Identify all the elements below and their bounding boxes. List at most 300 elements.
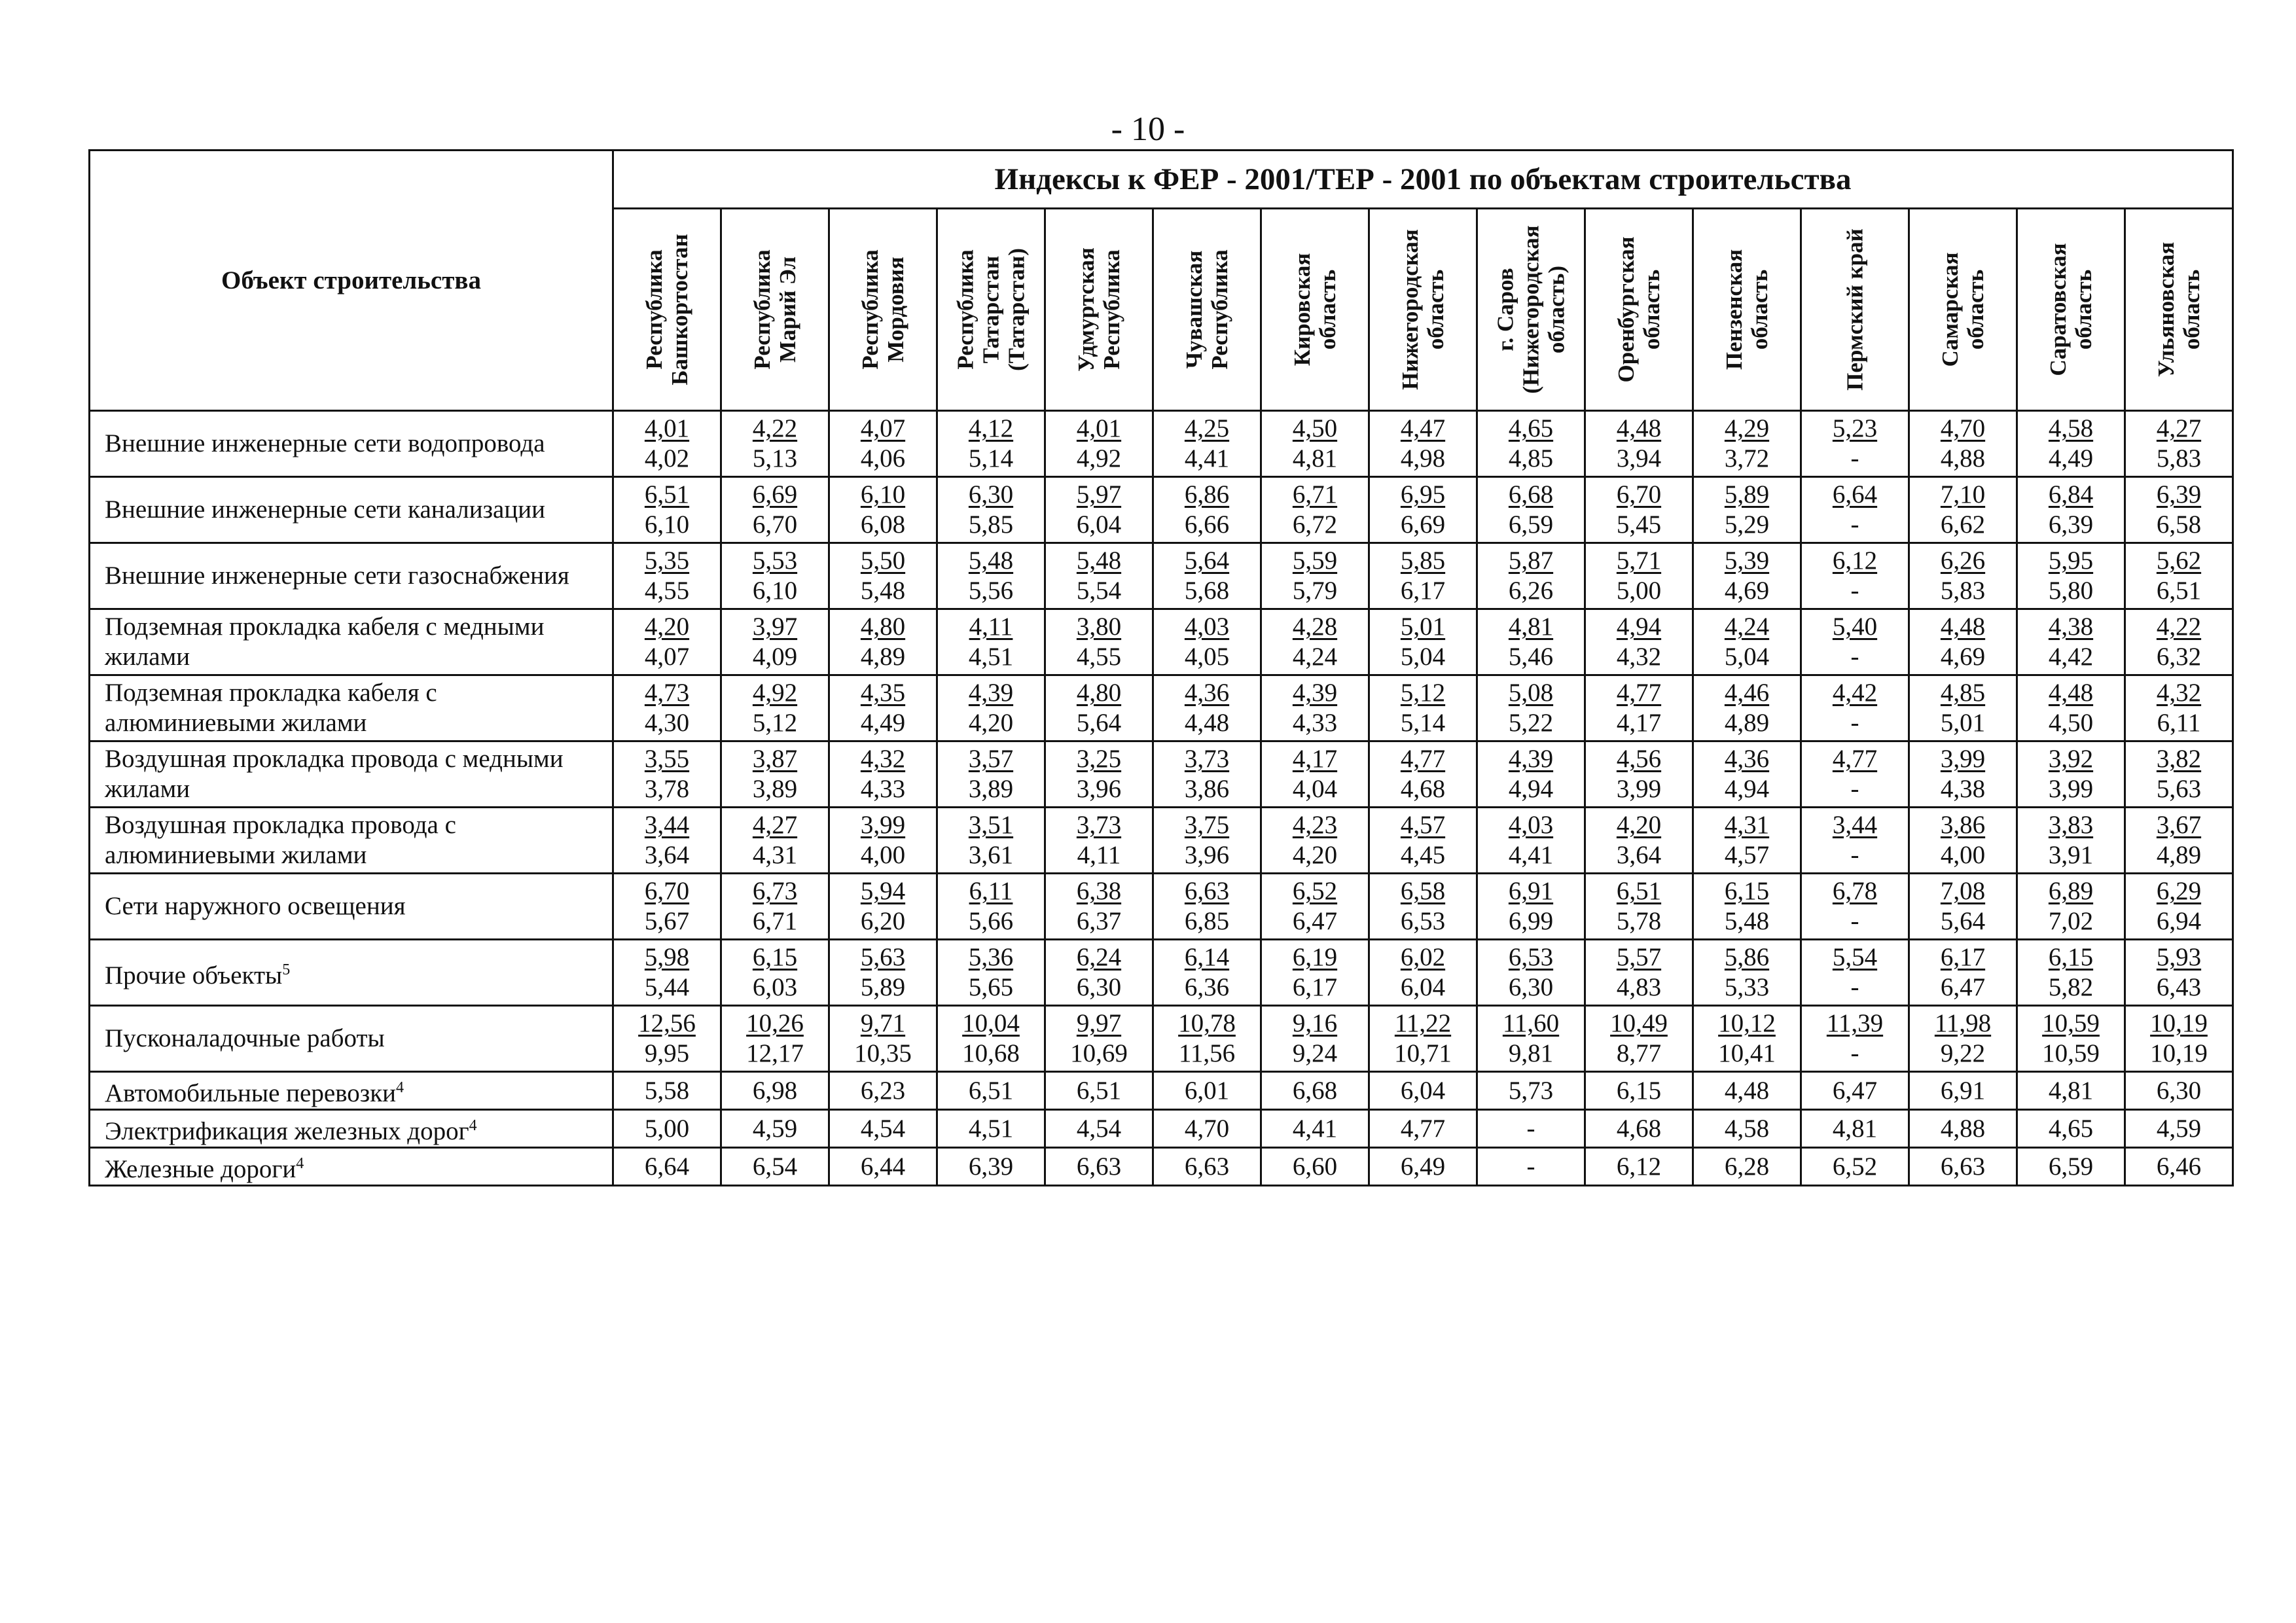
index-value-fer: 6,63 <box>1184 877 1230 905</box>
index-cell <box>1477 940 1585 1006</box>
index-cell: 6,64 <box>613 1148 721 1186</box>
index-value-ter: 6,58 <box>2156 510 2202 539</box>
index-cell: 4,88 <box>1909 1110 2017 1148</box>
table-row <box>90 808 2233 874</box>
index-cell: 5,58 <box>613 1072 721 1110</box>
index-value-fer: 6,53 <box>1508 943 1554 971</box>
index-value-fer: 4,20 <box>644 613 690 641</box>
region-header-label: Нижегородская область <box>1397 229 1448 390</box>
index-value-fer: 3,92 <box>2048 745 2094 773</box>
row-label <box>90 1110 613 1148</box>
index-cell <box>1153 940 1261 1006</box>
index-value-fer: 4,32 <box>860 745 906 773</box>
index-value-ter: 9,22 <box>1940 1039 1986 1067</box>
index-value-fer: 5,40 <box>1832 613 1878 641</box>
index-cell: 4,77 <box>1369 1110 1477 1148</box>
index-cell <box>1369 411 1477 477</box>
index-cell <box>721 940 829 1006</box>
index-value-fer: 6,26 <box>1940 546 1986 575</box>
index-value-ter: 3,96 <box>1184 841 1230 869</box>
index-cell <box>1153 741 1261 808</box>
row-label-text: Внешние инженерные сети газоснабжения <box>105 562 569 590</box>
index-value-fer: 5,71 <box>1616 546 1662 575</box>
index-value-ter: 6,17 <box>1400 577 1446 605</box>
index-value-ter: 10,41 <box>1718 1039 1776 1067</box>
index-value-fer: 5,12 <box>1400 679 1446 707</box>
index-value-ter: - <box>1850 841 1859 869</box>
region-header <box>1585 209 1693 411</box>
index-value-fer: 4,29 <box>1724 414 1770 442</box>
index-cell: 4,58 <box>1693 1110 1801 1148</box>
index-value-ter: 6,94 <box>2156 907 2202 935</box>
index-value-ter: 10,68 <box>962 1039 1020 1067</box>
index-cell <box>1909 411 2017 477</box>
index-cell <box>829 543 937 609</box>
index-value-ter: 4,85 <box>1508 444 1554 473</box>
index-cell <box>1477 543 1585 609</box>
index-cell: 4,68 <box>1585 1110 1693 1148</box>
index-cell: 6,51 <box>1045 1072 1153 1110</box>
index-value-ter: 10,35 <box>854 1039 912 1067</box>
index-cell <box>1045 874 1153 940</box>
index-value-fer: 4,77 <box>1400 745 1446 773</box>
index-value-fer: 10,49 <box>1610 1009 1668 1037</box>
index-cell <box>1045 940 1153 1006</box>
index-cell <box>2017 874 2125 940</box>
index-value-ter: - <box>1850 1039 1859 1067</box>
index-cell: 6,59 <box>2017 1148 2125 1186</box>
index-value-ter: 4,41 <box>1508 841 1554 869</box>
index-cell: 6,63 <box>1909 1148 2017 1186</box>
index-cell <box>829 808 937 874</box>
region-header-label: Ульяновская область <box>2153 241 2204 378</box>
index-value-fer: 5,94 <box>860 877 906 905</box>
index-value-ter: 10,19 <box>2150 1039 2208 1067</box>
index-value-ter: 6,66 <box>1184 510 1230 539</box>
index-value-fer: 4,77 <box>1832 745 1878 773</box>
index-value-fer: 4,80 <box>1076 679 1122 707</box>
index-value-ter: 4,20 <box>968 709 1014 737</box>
index-cell <box>1909 477 2017 543</box>
index-value-ter: 3,91 <box>2048 841 2094 869</box>
index-value-ter: 5,14 <box>968 444 1014 473</box>
index-value-fer: 3,44 <box>1832 811 1878 839</box>
index-cell <box>1477 609 1585 675</box>
index-value-fer: 5,85 <box>1400 546 1446 575</box>
index-value-fer: 4,22 <box>2156 613 2202 641</box>
row-label-text: Пусконаладочные работы <box>105 1024 385 1052</box>
index-cell <box>1585 411 1693 477</box>
index-cell: 6,30 <box>2125 1072 2233 1110</box>
index-cell <box>1801 1006 1909 1072</box>
index-cell <box>1369 477 1477 543</box>
index-cell <box>721 477 829 543</box>
index-value-ter: 5,83 <box>1940 577 1986 605</box>
index-value-ter: 4,48 <box>1184 709 1230 737</box>
index-value-ter: 5,45 <box>1616 510 1662 539</box>
index-value-ter: 5,63 <box>2156 775 2202 803</box>
index-cell <box>1693 1006 1801 1072</box>
index-value-ter: 4,88 <box>1940 444 1986 473</box>
index-value-fer: 4,24 <box>1724 613 1770 641</box>
index-cell <box>613 940 721 1006</box>
index-cell: 6,63 <box>1153 1148 1261 1186</box>
index-cell <box>1045 1006 1153 1072</box>
index-value-fer: 3,73 <box>1076 811 1122 839</box>
index-cell: 6,28 <box>1693 1148 1801 1186</box>
index-value-ter: 4,69 <box>1724 577 1770 605</box>
index-value-ter: 3,89 <box>752 775 798 803</box>
index-cell <box>2017 411 2125 477</box>
index-cell <box>1909 543 2017 609</box>
region-header <box>721 209 829 411</box>
row-label-text: Автомобильные перевозки <box>105 1079 397 1107</box>
index-value-fer: 6,29 <box>2156 877 2202 905</box>
index-value-ter: 3,99 <box>1616 775 1662 803</box>
index-cell: 6,63 <box>1045 1148 1153 1186</box>
index-value-ter: 3,64 <box>644 841 690 869</box>
index-cell <box>1153 1006 1261 1072</box>
index-cell <box>1153 874 1261 940</box>
index-value-fer: 4,50 <box>1292 414 1338 442</box>
index-cell <box>1585 609 1693 675</box>
index-value-fer: 4,73 <box>644 679 690 707</box>
index-cell <box>2017 543 2125 609</box>
region-header-label: Республика Башкортостан <box>641 234 692 385</box>
index-cell <box>1693 675 1801 741</box>
index-cell: 6,44 <box>829 1148 937 1186</box>
index-cell: 4,59 <box>721 1110 829 1148</box>
index-value-ter: 4,51 <box>968 643 1014 671</box>
index-cell <box>937 940 1045 1006</box>
index-cell <box>2125 411 2233 477</box>
footnote-marker: 4 <box>396 1079 404 1096</box>
index-value-fer: 3,55 <box>644 745 690 773</box>
table-row <box>90 543 2233 609</box>
index-cell <box>1369 543 1477 609</box>
index-cell: 4,81 <box>2017 1072 2125 1110</box>
index-cell <box>937 808 1045 874</box>
index-cell: 5,73 <box>1477 1072 1585 1110</box>
index-cell <box>1045 609 1153 675</box>
index-value-ter: 5,56 <box>968 577 1014 605</box>
index-value-fer: 3,25 <box>1076 745 1122 773</box>
index-cell: 5,00 <box>613 1110 721 1148</box>
index-cell <box>1801 675 1909 741</box>
index-cell <box>1477 874 1585 940</box>
index-value-fer: 6,95 <box>1400 480 1446 508</box>
index-value-fer: 4,32 <box>2156 679 2202 707</box>
index-value-ter: 4,89 <box>1724 709 1770 737</box>
index-value-ter: 5,65 <box>968 973 1014 1001</box>
index-value-ter: 4,02 <box>644 444 690 473</box>
index-value-ter: - <box>1850 907 1859 935</box>
index-value-fer: 9,16 <box>1292 1009 1338 1037</box>
index-value-fer: 7,08 <box>1940 877 1986 905</box>
row-label <box>90 808 613 874</box>
index-cell <box>613 477 721 543</box>
index-value-fer: 3,75 <box>1184 811 1230 839</box>
index-value-ter: 5,54 <box>1076 577 1122 605</box>
index-value-ter: 6,53 <box>1400 907 1446 935</box>
index-value-ter: 5,01 <box>1940 709 1986 737</box>
index-value-fer: 5,35 <box>644 546 690 575</box>
index-value-ter: 4,38 <box>1940 775 1986 803</box>
index-cell <box>721 1006 829 1072</box>
index-cell <box>721 609 829 675</box>
index-cell: 6,91 <box>1909 1072 2017 1110</box>
index-value-fer: 4,17 <box>1292 745 1338 773</box>
index-cell: 4,54 <box>829 1110 937 1148</box>
index-value-ter: 3,89 <box>968 775 1014 803</box>
index-cell <box>2125 940 2233 1006</box>
index-value-ter: 5,79 <box>1292 577 1338 605</box>
index-cell <box>1153 543 1261 609</box>
index-value-fer: 10,26 <box>746 1009 804 1037</box>
index-value-ter: 3,64 <box>1616 841 1662 869</box>
index-value-ter: 3,61 <box>968 841 1014 869</box>
index-value-ter: 6,32 <box>2156 643 2202 671</box>
index-cell <box>1909 609 2017 675</box>
index-value-ter: 5,14 <box>1400 709 1446 737</box>
index-value-ter: 5,22 <box>1508 709 1554 737</box>
index-cell <box>613 675 721 741</box>
index-cell <box>1693 874 1801 940</box>
index-cell <box>829 675 937 741</box>
index-cell: 4,65 <box>2017 1110 2125 1148</box>
index-cell <box>1477 741 1585 808</box>
index-cell <box>721 741 829 808</box>
table-row <box>90 1006 2233 1072</box>
row-label-text: Воздушная прокладка провода с алюминиевыми жилами <box>105 811 456 869</box>
table-row <box>90 1072 2233 1110</box>
index-value-ter: - <box>1850 973 1859 1001</box>
index-cell <box>937 477 1045 543</box>
index-cell <box>1801 874 1909 940</box>
index-value-ter: 4,81 <box>1292 444 1338 473</box>
index-value-ter: 4,00 <box>860 841 906 869</box>
index-cell <box>1153 477 1261 543</box>
index-value-ter: 6,72 <box>1292 510 1338 539</box>
index-value-fer: 6,15 <box>2048 943 2094 971</box>
index-value-fer: 4,48 <box>1940 613 1986 641</box>
index-value-fer: 4,36 <box>1184 679 1230 707</box>
table-row <box>90 477 2233 543</box>
index-cell <box>937 1006 1045 1072</box>
region-header-label: г. Саров (Нижегородская область) <box>1492 225 1570 394</box>
index-value-fer: 4,47 <box>1400 414 1446 442</box>
index-value-fer: 4,48 <box>2048 679 2094 707</box>
index-value-ter: 4,94 <box>1724 775 1770 803</box>
region-header <box>1477 209 1585 411</box>
region-header <box>1909 209 2017 411</box>
region-header-label: Республика Татарстан (Татарстан) <box>952 248 1030 371</box>
table-row <box>90 1148 2233 1186</box>
index-value-ter: 3,78 <box>644 775 690 803</box>
index-value-fer: 4,03 <box>1508 811 1554 839</box>
index-value-ter: 8,77 <box>1616 1039 1662 1067</box>
index-value-ter: 4,11 <box>1077 841 1121 869</box>
index-cell <box>1369 609 1477 675</box>
row-label-text: Внешние инженерные сети канализации <box>105 495 545 524</box>
index-value-fer: 6,91 <box>1508 877 1554 905</box>
index-cell <box>721 808 829 874</box>
table-row <box>90 411 2233 477</box>
index-value-fer: 5,50 <box>860 546 906 575</box>
index-value-fer: 5,59 <box>1292 546 1338 575</box>
index-cell <box>1153 411 1261 477</box>
region-header-label: Пензенская область <box>1721 249 1772 370</box>
index-value-ter: 4,07 <box>644 643 690 671</box>
index-value-fer: 5,63 <box>860 943 906 971</box>
index-value-fer: 6,86 <box>1184 480 1230 508</box>
index-cell: 4,70 <box>1153 1110 1261 1148</box>
index-cell <box>1153 808 1261 874</box>
index-value-fer: 10,59 <box>2042 1009 2100 1037</box>
index-cell: 6,39 <box>937 1148 1045 1186</box>
index-cell: 6,46 <box>2125 1148 2233 1186</box>
region-header <box>937 209 1045 411</box>
index-value-ter: 3,72 <box>1724 444 1770 473</box>
index-value-ter: 5,89 <box>860 973 906 1001</box>
index-cell <box>937 675 1045 741</box>
index-cell <box>1801 940 1909 1006</box>
index-cell <box>1801 411 1909 477</box>
index-cell <box>2017 675 2125 741</box>
row-label <box>90 675 613 741</box>
index-cell <box>1585 741 1693 808</box>
index-cell <box>1693 411 1801 477</box>
index-value-fer: 5,48 <box>968 546 1014 575</box>
index-value-ter: 6,10 <box>752 577 798 605</box>
index-cell: 4,48 <box>1693 1072 1801 1110</box>
index-value-fer: 4,27 <box>2156 414 2202 442</box>
index-cell <box>1045 741 1153 808</box>
index-cell: 6,01 <box>1153 1072 1261 1110</box>
index-value-ter: 6,30 <box>1076 973 1122 1001</box>
index-cell <box>1585 808 1693 874</box>
index-value-ter: 4,55 <box>644 577 690 605</box>
index-value-fer: 6,70 <box>1616 480 1662 508</box>
index-cell <box>1045 808 1153 874</box>
index-cell <box>2017 477 2125 543</box>
index-cell <box>2125 808 2233 874</box>
index-value-ter: 6,04 <box>1400 973 1446 1001</box>
row-label <box>90 1006 613 1072</box>
index-value-fer: 6,68 <box>1508 480 1554 508</box>
index-value-ter: 6,17 <box>1292 973 1338 1001</box>
index-cell <box>2125 1006 2233 1072</box>
index-value-fer: 4,39 <box>1508 745 1554 773</box>
index-cell: 6,15 <box>1585 1072 1693 1110</box>
index-cell <box>2125 675 2233 741</box>
index-value-ter: 6,85 <box>1184 907 1230 935</box>
index-value-fer: 4,77 <box>1616 679 1662 707</box>
index-cell <box>937 874 1045 940</box>
index-value-ter: 6,10 <box>644 510 690 539</box>
row-label <box>90 543 613 609</box>
index-value-fer: 6,12 <box>1832 546 1878 575</box>
index-value-ter: 4,20 <box>1292 841 1338 869</box>
index-value-ter: 10,59 <box>2042 1039 2100 1067</box>
index-cell <box>1261 808 1369 874</box>
index-value-fer: 6,38 <box>1076 877 1122 905</box>
index-cell <box>1153 609 1261 675</box>
index-value-fer: 10,04 <box>962 1009 1020 1037</box>
region-header-label: Саратовская область <box>2045 243 2096 376</box>
region-header-label: Удмуртская Республика <box>1073 247 1124 372</box>
index-value-fer: 10,19 <box>2150 1009 2208 1037</box>
index-cell: 6,54 <box>721 1148 829 1186</box>
index-value-fer: 4,01 <box>1076 414 1122 442</box>
index-value-ter: 9,81 <box>1508 1039 1554 1067</box>
index-value-fer: 4,23 <box>1292 811 1338 839</box>
index-cell <box>1261 940 1369 1006</box>
index-value-fer: 3,86 <box>1940 811 1986 839</box>
index-value-ter: 6,43 <box>2156 973 2202 1001</box>
row-label-text: Подземная прокладка кабеля с алюминиевыми жилами <box>105 679 437 737</box>
index-value-ter: 4,94 <box>1508 775 1554 803</box>
index-cell <box>2017 609 2125 675</box>
index-cell <box>1693 741 1801 808</box>
index-value-fer: 5,48 <box>1076 546 1122 575</box>
index-value-fer: 6,19 <box>1292 943 1338 971</box>
index-cell <box>937 609 1045 675</box>
index-value-ter: 5,64 <box>1940 907 1986 935</box>
construction-index-table <box>88 149 2234 1186</box>
index-value-ter: 4,30 <box>644 709 690 737</box>
index-value-fer: 6,51 <box>644 480 690 508</box>
index-cell <box>1261 874 1369 940</box>
index-value-fer: 3,83 <box>2048 811 2094 839</box>
index-cell: 6,47 <box>1801 1072 1909 1110</box>
index-value-fer: 5,36 <box>968 943 1014 971</box>
region-header-label: Республика Марий Эл <box>749 249 800 370</box>
index-cell <box>937 543 1045 609</box>
index-value-fer: 4,39 <box>1292 679 1338 707</box>
index-cell <box>2017 741 2125 808</box>
index-value-fer: 6,02 <box>1400 943 1446 971</box>
index-cell <box>1261 1006 1369 1072</box>
index-cell <box>1801 609 1909 675</box>
index-value-ter: 4,41 <box>1184 444 1230 473</box>
index-cell <box>1261 477 1369 543</box>
row-label <box>90 741 613 808</box>
index-value-ter: 6,62 <box>1940 510 1986 539</box>
index-value-fer: 4,12 <box>968 414 1014 442</box>
row-label-text: Воздушная прокладка провода с медными жилами <box>105 745 564 803</box>
index-cell <box>1585 1006 1693 1072</box>
index-value-fer: 4,46 <box>1724 679 1770 707</box>
index-value-ter: 4,05 <box>1184 643 1230 671</box>
index-cell <box>829 1006 937 1072</box>
index-cell <box>2125 543 2233 609</box>
region-header <box>2017 209 2125 411</box>
index-value-ter: 5,48 <box>860 577 906 605</box>
index-value-fer: 5,87 <box>1508 546 1554 575</box>
row-label <box>90 609 613 675</box>
region-header <box>1261 209 1369 411</box>
index-value-ter: 5,04 <box>1724 643 1770 671</box>
index-value-fer: 6,10 <box>860 480 906 508</box>
index-cell <box>829 940 937 1006</box>
region-header <box>1369 209 1477 411</box>
row-label-text: Подземная прокладка кабеля с медными жилами <box>105 613 545 671</box>
index-value-fer: 5,64 <box>1184 546 1230 575</box>
row-label <box>90 477 613 543</box>
index-value-ter: 5,48 <box>1724 907 1770 935</box>
page-number: - 10 - <box>1111 111 1185 148</box>
